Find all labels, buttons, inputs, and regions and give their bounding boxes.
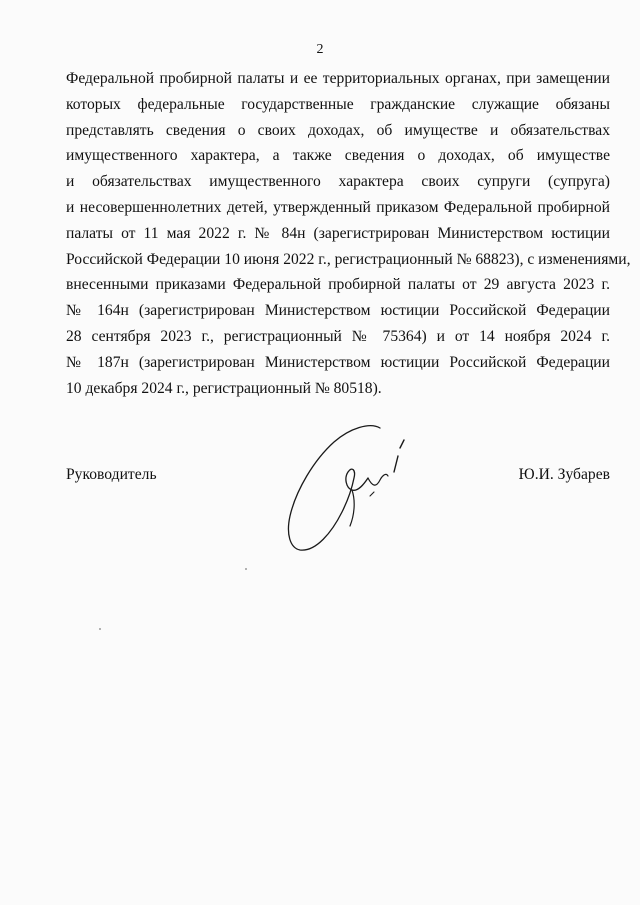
signature-flourish-stroke	[368, 474, 388, 485]
body-paragraph	[66, 66, 631, 401]
signer-position: Руководитель	[66, 466, 157, 483]
signature-tick-stroke	[400, 440, 404, 448]
paragraph-line: представлять сведения о своих доходах, об имуществе и обязательствах	[66, 121, 610, 139]
handwritten-signature	[282, 420, 422, 555]
paragraph-line: внесенными приказами Федеральной пробирной палаты от 29 августа 2023 г.	[66, 276, 610, 294]
paragraph-line: 10 декабря 2024 г., регистрационный № 80518).	[66, 379, 382, 397]
scan-speck	[245, 568, 247, 570]
paragraph-line: палаты от 11 мая 2022 г. № 84н (зарегистрирован Министерством юстиции	[66, 224, 610, 242]
paragraph-line: 28 сентября 2023 г., регистрационный № 75364) и от 14 ноября 2024 г.	[66, 327, 610, 345]
signature-accent-stroke	[370, 492, 374, 496]
paragraph-line: которых федеральные государственные гражданские служащие обязаны	[66, 95, 610, 113]
signature-mark-stroke	[394, 456, 398, 472]
paragraph-line: № 164н (зарегистрирован Министерством юстиции Российской Федерации	[66, 302, 610, 320]
paragraph-line: и обязательствах имущественного характера своих супруги (супруга)	[66, 173, 610, 191]
paragraph-line: № 187н (зарегистрирован Министерством юстиции Российской Федерации	[66, 353, 610, 371]
paragraph-line: Российской Федерации 10 июня 2022 г., регистрационный № 68823), с изменениями,	[66, 250, 631, 268]
page-number: 2	[316, 42, 324, 57]
signer-name: Ю.И. Зубарев	[518, 466, 610, 483]
signature-tail-stroke	[350, 490, 354, 526]
paragraph-line: имущественного характера, а также сведения о доходах, об имуществе	[66, 147, 610, 165]
scan-speck	[99, 628, 101, 630]
paragraph-line: Федеральной пробирной палаты и ее территориальных органах, при замещении	[66, 70, 610, 87]
paragraph-line: и несовершеннолетних детей, утвержденный приказом Федеральной пробирной	[66, 198, 610, 216]
signature-loop-stroke	[288, 426, 380, 550]
